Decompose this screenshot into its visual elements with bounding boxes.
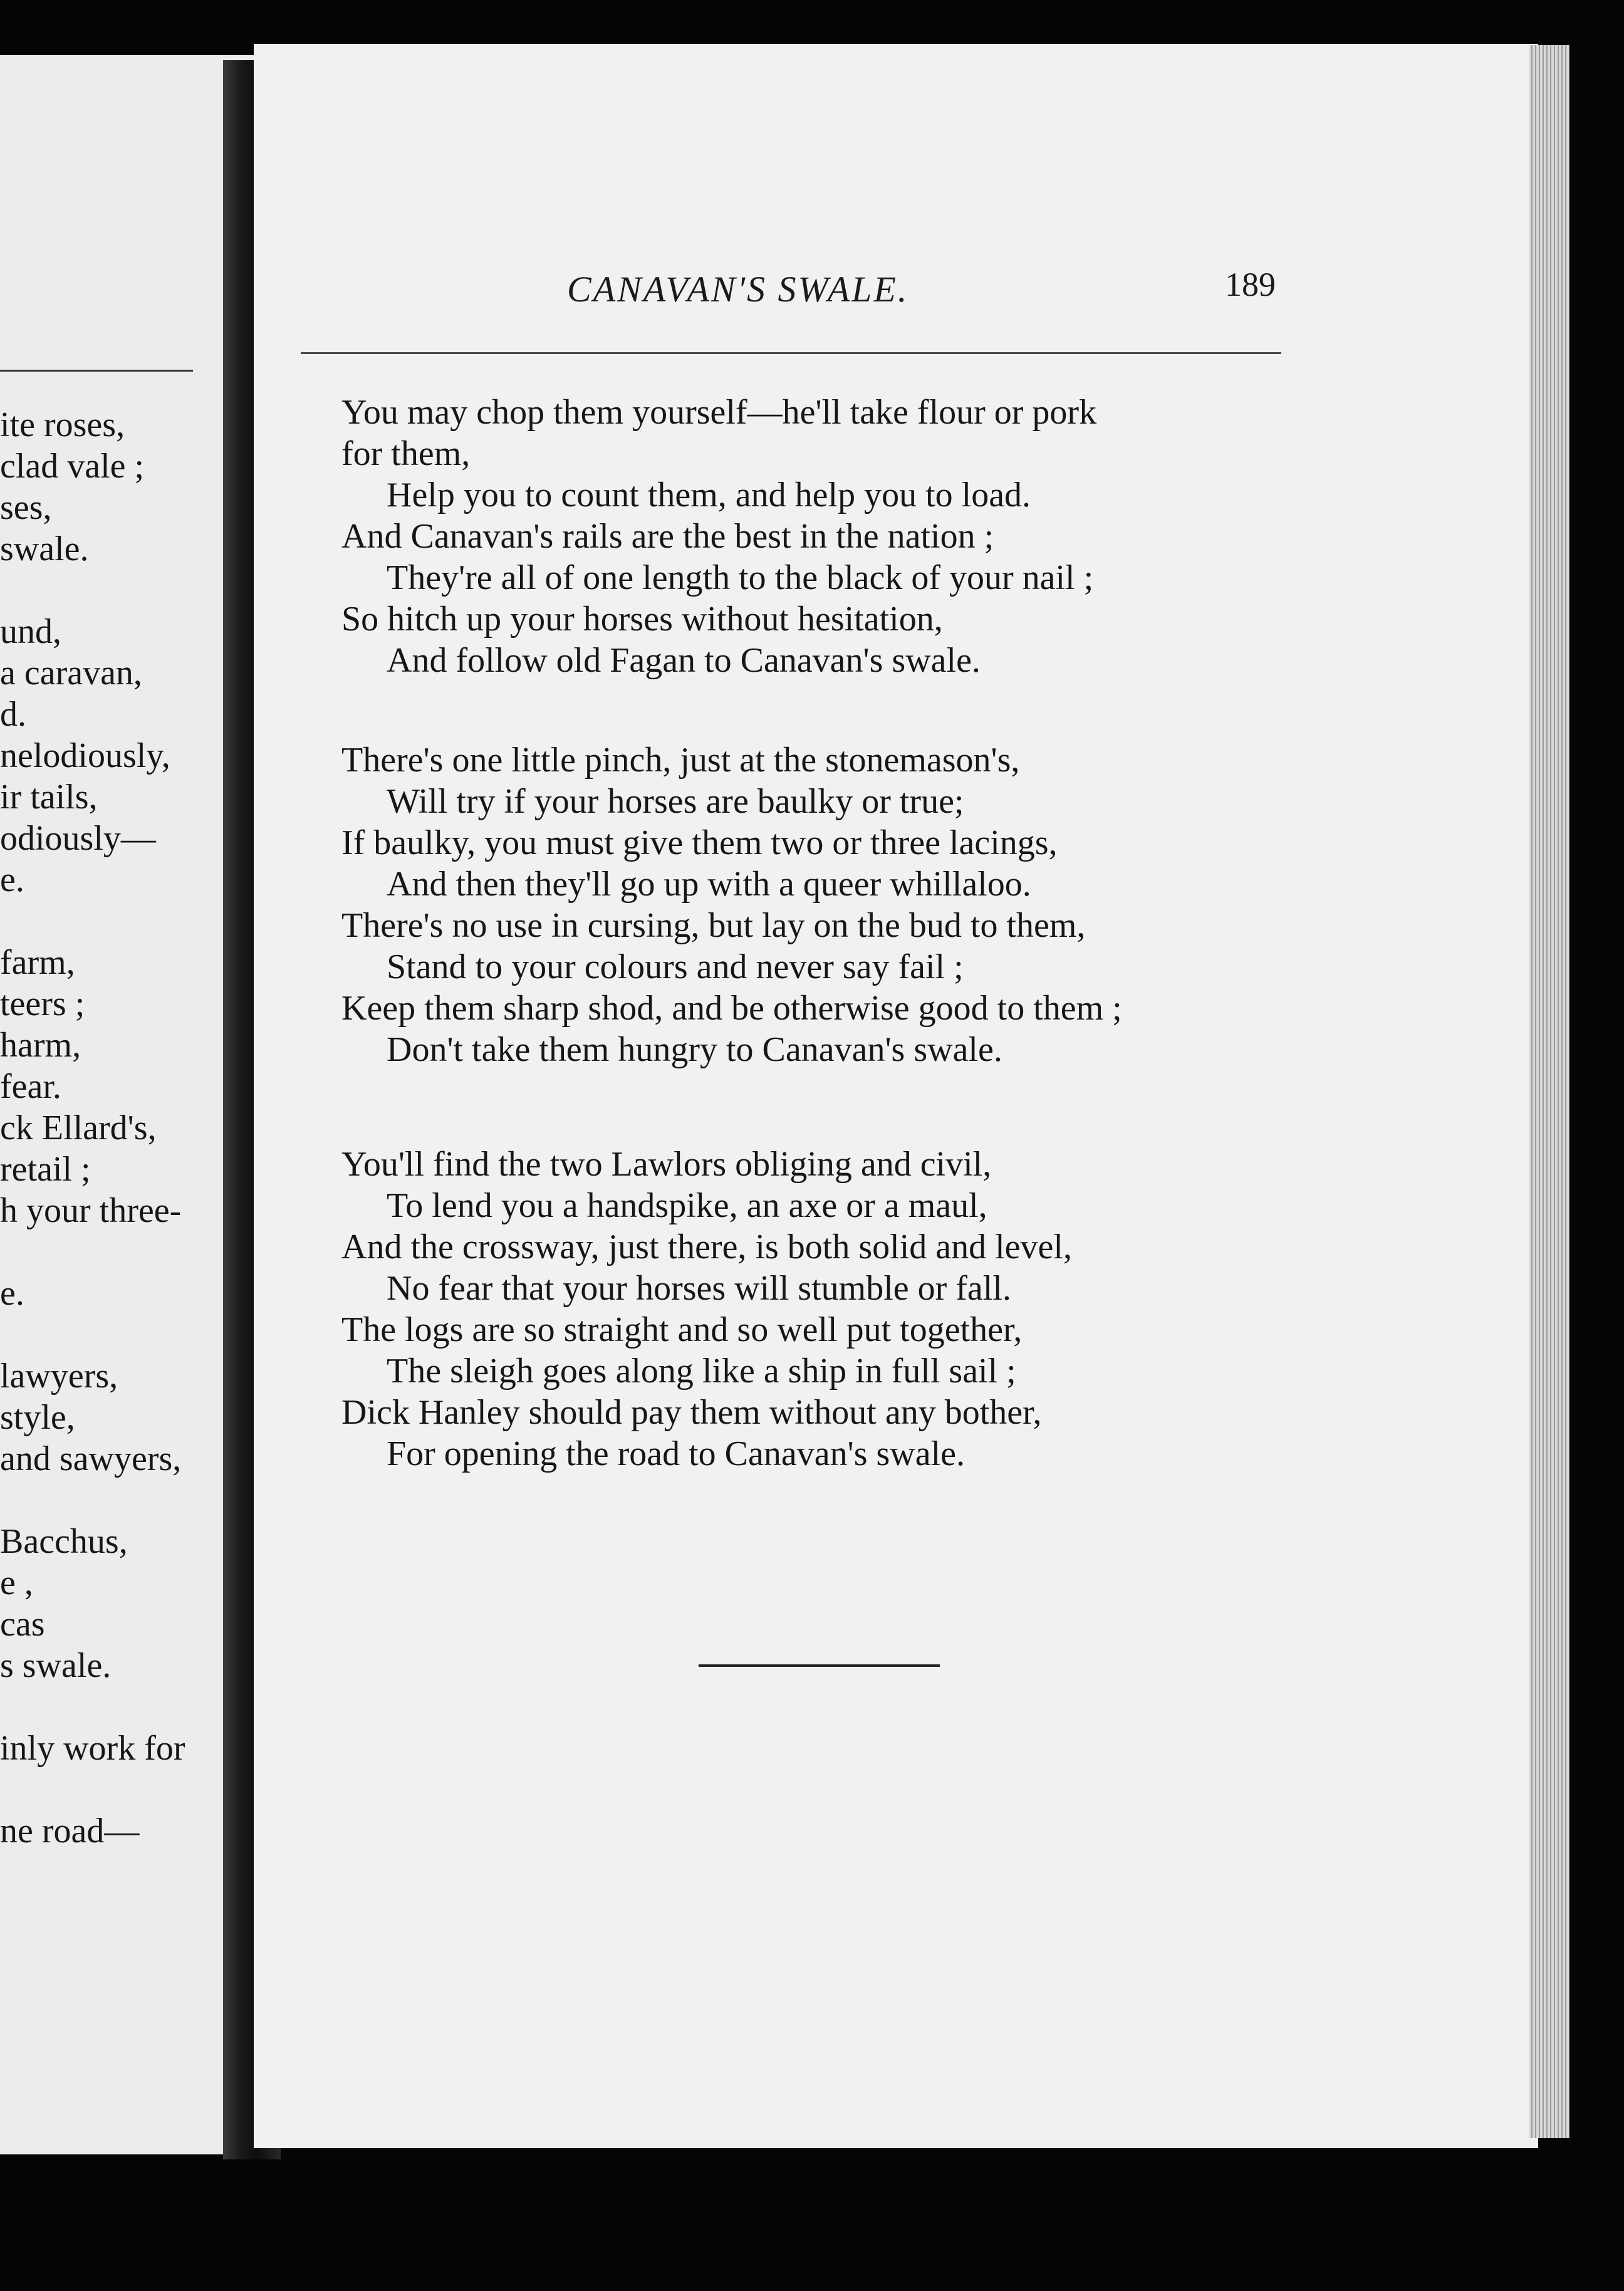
left-page-line: inly work for bbox=[0, 1729, 185, 1768]
left-page-line: d. bbox=[0, 695, 26, 734]
verse-line: If baulky, you must give them two or three lacings, bbox=[341, 823, 1058, 862]
left-page-line: cas bbox=[0, 1605, 45, 1644]
left-page-line: fear. bbox=[0, 1067, 61, 1106]
verse-line: There's one little pinch, just at the stonemason's, bbox=[341, 741, 1020, 780]
verse-line: Will try if your horses are baulky or true; bbox=[387, 782, 964, 821]
verse-line: There's no use in cursing, but lay on the bud to them, bbox=[341, 906, 1086, 945]
left-page-line: retail ; bbox=[0, 1150, 91, 1189]
left-page-line: lawyers, bbox=[0, 1357, 118, 1396]
right-page bbox=[254, 44, 1538, 2148]
verse-line: You'll find the two Lawlors obliging and civil, bbox=[341, 1145, 992, 1184]
verse-line: No fear that your horses will stumble or fall. bbox=[387, 1269, 1011, 1308]
verse-line: Don't take them hungry to Canavan's swale. bbox=[387, 1030, 1002, 1069]
verse-line: You may chop them yourself—he'll take flour or pork bbox=[341, 393, 1097, 432]
left-page-line: teers ; bbox=[0, 984, 85, 1023]
verse-line: To lend you a handspike, an axe or a maul, bbox=[387, 1186, 987, 1225]
left-page-line: farm, bbox=[0, 943, 75, 982]
verse-line: So hitch up your horses without hesitation, bbox=[341, 600, 943, 639]
verse-line: And the crossway, just there, is both solid and level, bbox=[341, 1228, 1072, 1266]
left-page-line: a caravan, bbox=[0, 654, 142, 692]
left-page-line: swale. bbox=[0, 530, 89, 568]
left-page-line: s swale. bbox=[0, 1646, 112, 1685]
left-page-line: und, bbox=[0, 612, 61, 651]
verse-line: They're all of one length to the black of your nail ; bbox=[387, 558, 1094, 597]
header-rule bbox=[301, 352, 1281, 354]
verse-line: The sleigh goes along like a ship in full sail ; bbox=[387, 1352, 1016, 1391]
left-page-line: e , bbox=[0, 1563, 33, 1602]
verse-line: for them, bbox=[341, 434, 471, 473]
left-page-line: ite roses, bbox=[0, 405, 125, 444]
stanza-1 bbox=[341, 392, 1096, 681]
page-number: 189 bbox=[1225, 266, 1276, 303]
left-page-line: Bacchus, bbox=[0, 1522, 128, 1561]
left-page-line: ir tails, bbox=[0, 778, 98, 817]
left-page-line: odiously— bbox=[0, 819, 156, 858]
left-page-line: clad vale ; bbox=[0, 447, 145, 486]
end-rule bbox=[699, 1664, 940, 1667]
verse-line: Stand to your colours and never say fail ; bbox=[387, 947, 964, 986]
left-page-line: e. bbox=[0, 860, 24, 899]
left-page-line: harm, bbox=[0, 1026, 81, 1065]
verse-line: Dick Hanley should pay them without any bother, bbox=[341, 1393, 1042, 1432]
left-page-line: h your three- bbox=[0, 1191, 182, 1230]
left-page-line: ck Ellard's, bbox=[0, 1109, 157, 1147]
stanza-3 bbox=[341, 1144, 1072, 1474]
verse-line: Keep them sharp shod, and be otherwise good to them ; bbox=[341, 989, 1122, 1028]
left-page-line: nelodiously, bbox=[0, 736, 170, 775]
page-edges bbox=[1529, 45, 1569, 2138]
verse-line: And Canavan's rails are the best in the nation ; bbox=[341, 517, 994, 556]
left-page-line: ne road— bbox=[0, 1812, 140, 1850]
verse-line: And then they'll go up with a queer whillaloo. bbox=[387, 865, 1031, 904]
left-page-line: e. bbox=[0, 1274, 24, 1313]
left-page-rule bbox=[0, 370, 193, 372]
verse-line: The logs are so straight and so well put together, bbox=[341, 1310, 1023, 1349]
left-page-line: ses, bbox=[0, 488, 52, 527]
left-page-line: style, bbox=[0, 1398, 75, 1437]
left-page-line: and sawyers, bbox=[0, 1439, 182, 1478]
running-head-title: CANAVAN'S SWALE. bbox=[567, 269, 909, 310]
verse-line: For opening the road to Canavan's swale. bbox=[387, 1434, 965, 1473]
stanza-2 bbox=[341, 739, 1122, 1070]
verse-line: And follow old Fagan to Canavan's swale. bbox=[387, 641, 981, 680]
verse-line: Help you to count them, and help you to load. bbox=[387, 476, 1031, 514]
